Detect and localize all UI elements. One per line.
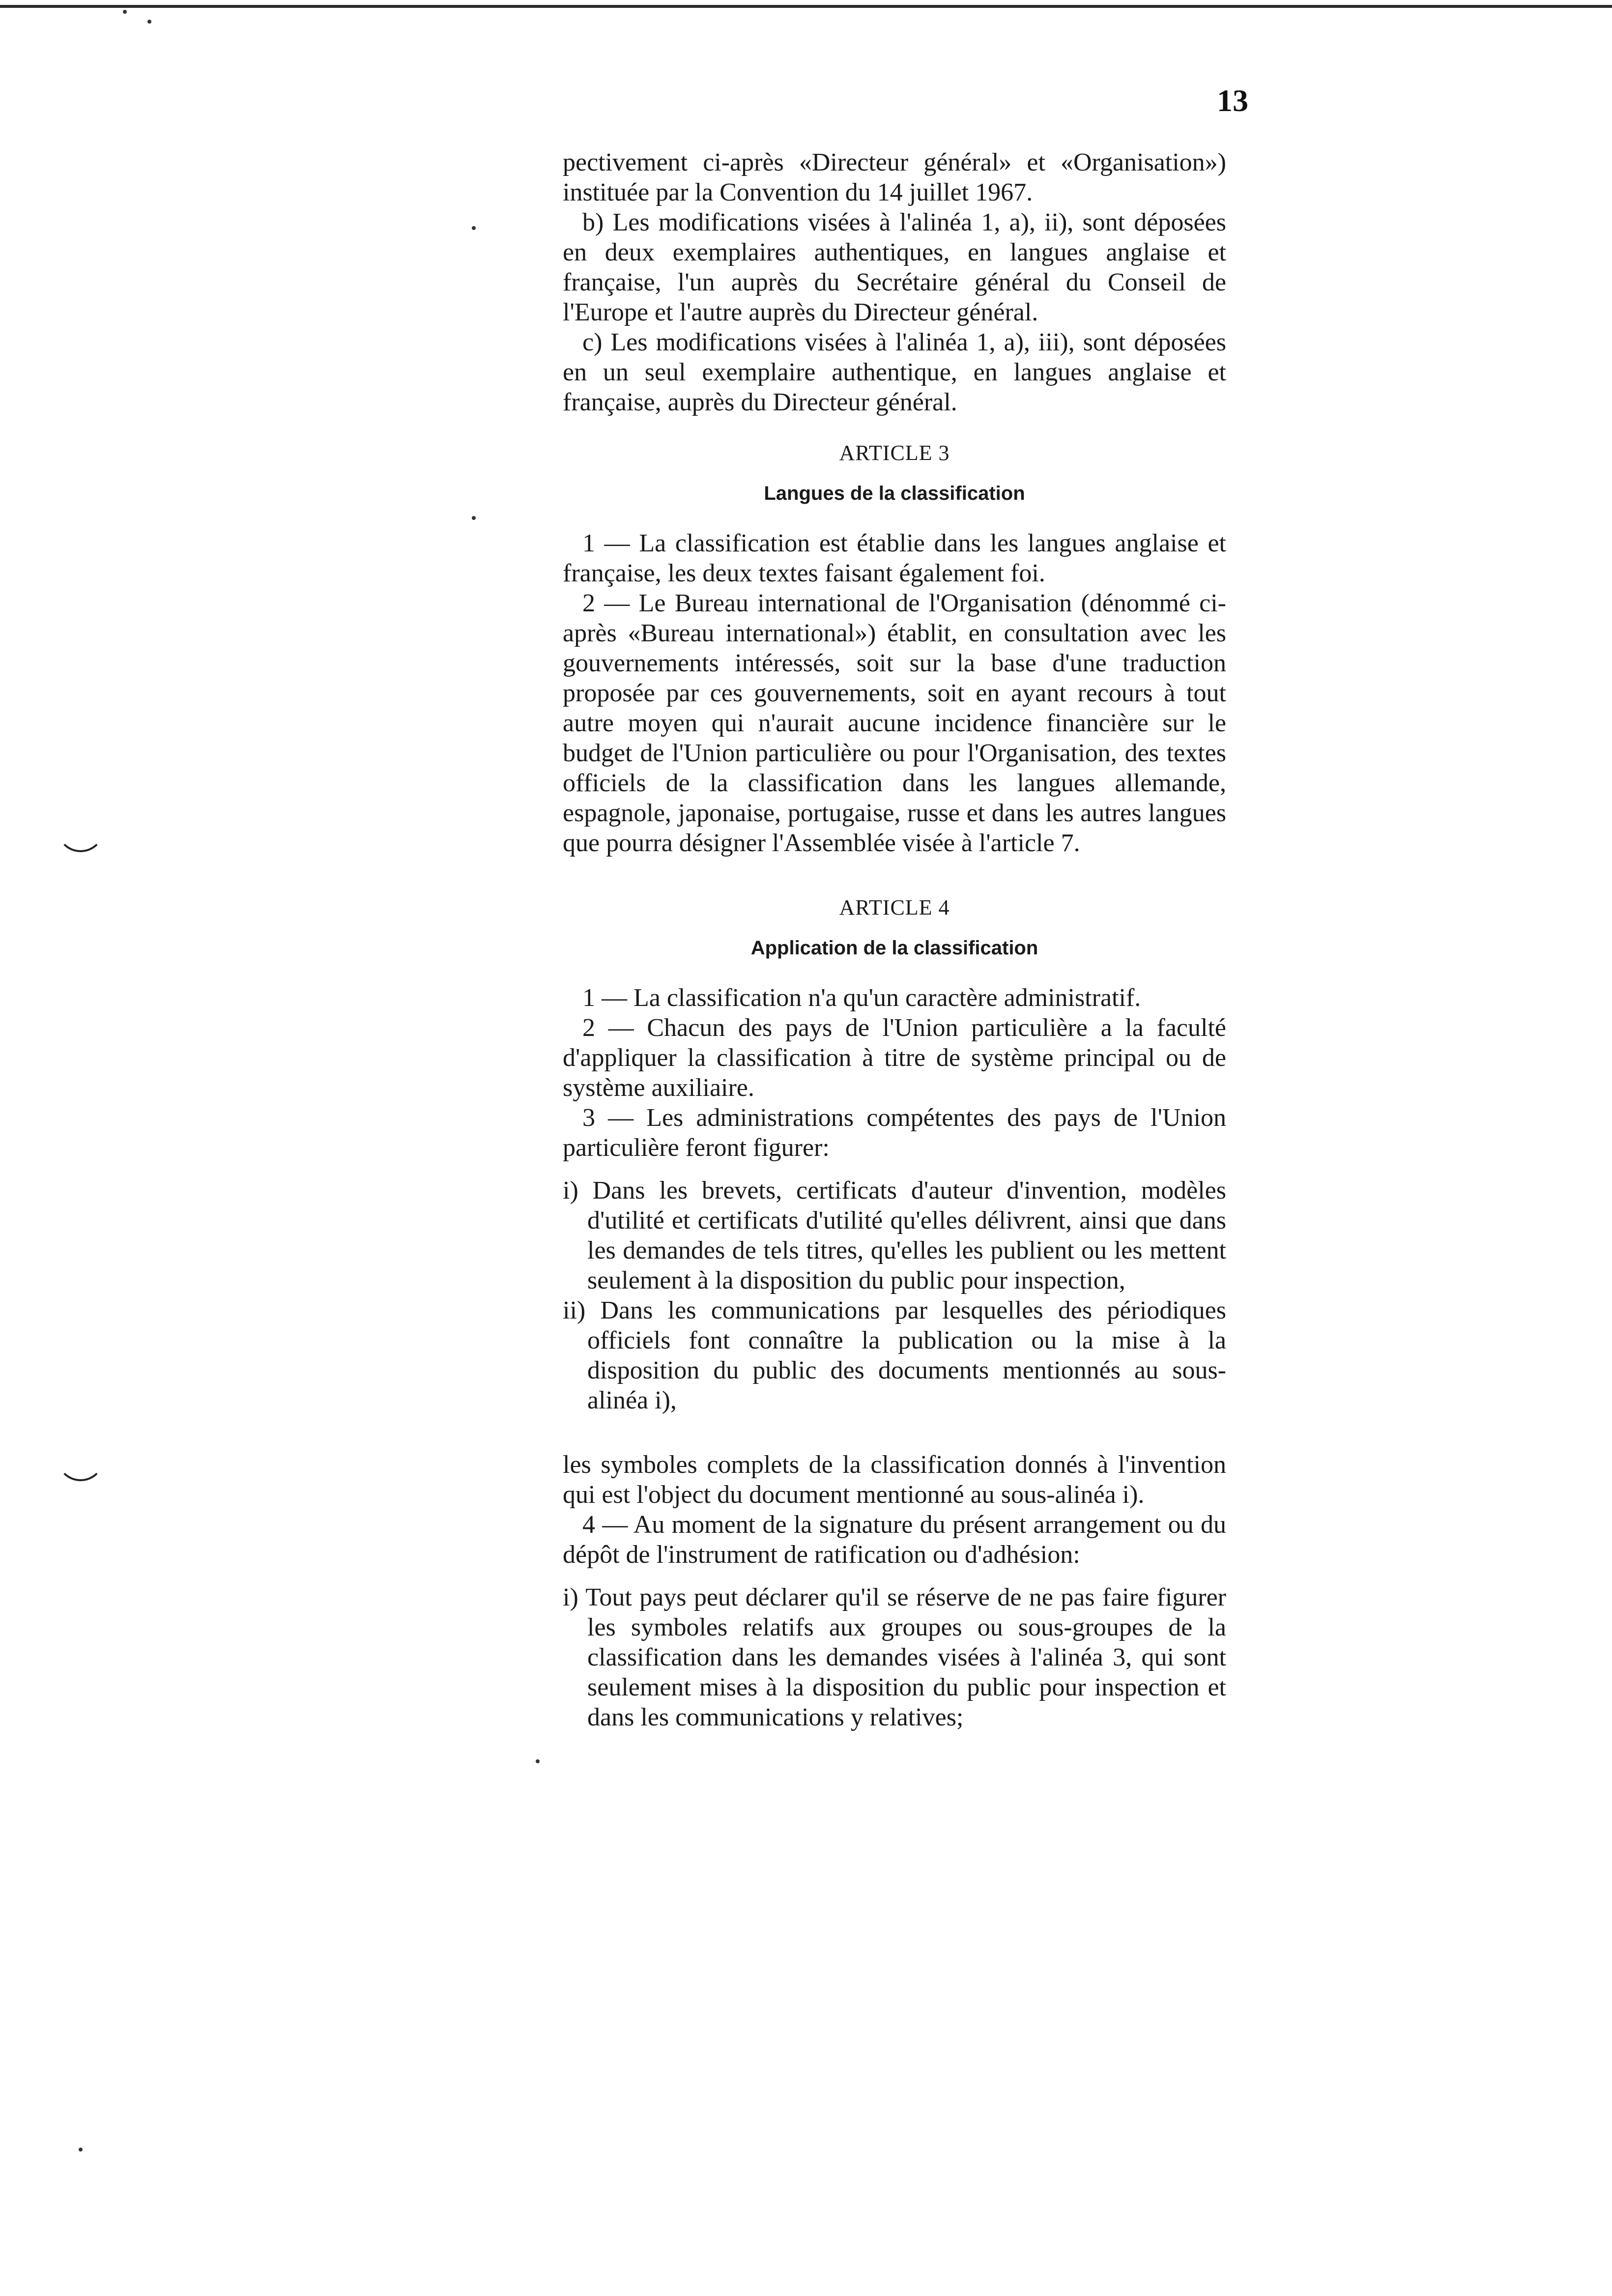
intro-paragraph-1: pectivement ci-après «Directeur général» et «Organisation») instituée par la Convention du 14 juillet 1967.	[563, 148, 1226, 206]
scan-speck	[147, 20, 151, 24]
article-3-heading: ARTICLE 3	[839, 441, 950, 465]
article-4-heading: ARTICLE 4	[839, 895, 950, 919]
scan-speck	[536, 1759, 540, 1763]
scan-speck	[79, 2148, 83, 2152]
article-4-paragraph-3-item-i: i) Dans les brevets, certificats d'auteur d'invention, modèles d'utilité et certificats d'utilité qu'elles délivrent, ainsi que dans les demandes de tels titres, qu'elles les publient ou les mettent seulement à la disposition du public pour inspection,	[563, 1177, 1226, 1294]
top-rule	[0, 5, 1612, 8]
article-4-paragraph-1: 1 — La classification n'a qu'un caractère administratif.	[582, 984, 1141, 1012]
article-4-title: Application de la classification	[750, 937, 1038, 959]
scan-mark-upper	[57, 826, 105, 852]
article-3-title: Langues de la classification	[764, 483, 1025, 504]
intro-paragraph-3: c) Les modifications visées à l'alinéa 1, a), iii), sont déposées en un seul exemplaire authentique, en langues anglaise et française, auprès du Directeur général.	[563, 328, 1226, 416]
article-4-paragraph-2: 2 — Chacun des pays de l'Union particulière a la faculté d'appliquer la classification à titre de système principal ou de système auxiliaire.	[563, 1014, 1226, 1102]
article-4-paragraph-3-item-ii: ii) Dans les communications par lesquelles des périodiques officiels font connaître la publication ou la mise à la disposition du public des documents mentionnés au sous-alinéa i),	[563, 1296, 1226, 1414]
scan-speck	[472, 226, 476, 230]
scan-speck	[123, 10, 127, 14]
text-column	[563, 147, 1226, 1732]
article-4-paragraph-3-tail: les symboles complets de la classification donnés à l'invention qui est l'object du document mentionné au sous-alinéa i).	[563, 1451, 1226, 1509]
scan-mark-lower	[57, 1455, 105, 1481]
page-number: 13	[1217, 83, 1248, 118]
scan-speck	[472, 516, 476, 520]
article-4-paragraph-4-item-i: i) Tout pays peut déclarer qu'il se réserve de ne pas faire figurer les symboles relatifs aux groupes ou sous-groupes de la classification dans les demandes visées à l'alinéa 3, qui sont seulement mises à la disposition du public pour inspection et dans les communications y relatives;	[563, 1583, 1226, 1731]
article-3-paragraph-2: 2 — Le Bureau international de l'Organisation (dénommé ci-après «Bureau international») établit, en consultation avec les gouvernements intéressés, soit sur la base d'une traduction proposée par ces gouvernements, soit en ayant recours à tout autre moyen qui n'aurait aucune incidence financière sur le budget de l'Union particulière ou pour l'Organisation, des textes officiels de la classification dans les langues allemande, espagnole, japonaise, portugaise, russe et dans les autres langues que pourra désigner l'Assemblée visée à l'article 7.	[563, 589, 1226, 857]
article-4-paragraph-3: 3 — Les administrations compétentes des pays de l'Union particulière feront figurer:	[563, 1104, 1226, 1162]
article-4-paragraph-4: 4 — Au moment de la signature du présent arrangement ou du dépôt de l'instrument de ratification ou d'adhésion:	[563, 1511, 1226, 1569]
article-3-paragraph-1: 1 — La classification est établie dans les langues anglaise et française, les deux textes faisant également foi.	[563, 529, 1226, 587]
intro-paragraph-2: b) Les modifications visées à l'alinéa 1, a), ii), sont déposées en deux exemplaires authentiques, en langues anglaise et française, l'un auprès du Secrétaire général du Conseil de l'Europe et l'autre auprès du Directeur général.	[563, 208, 1226, 326]
